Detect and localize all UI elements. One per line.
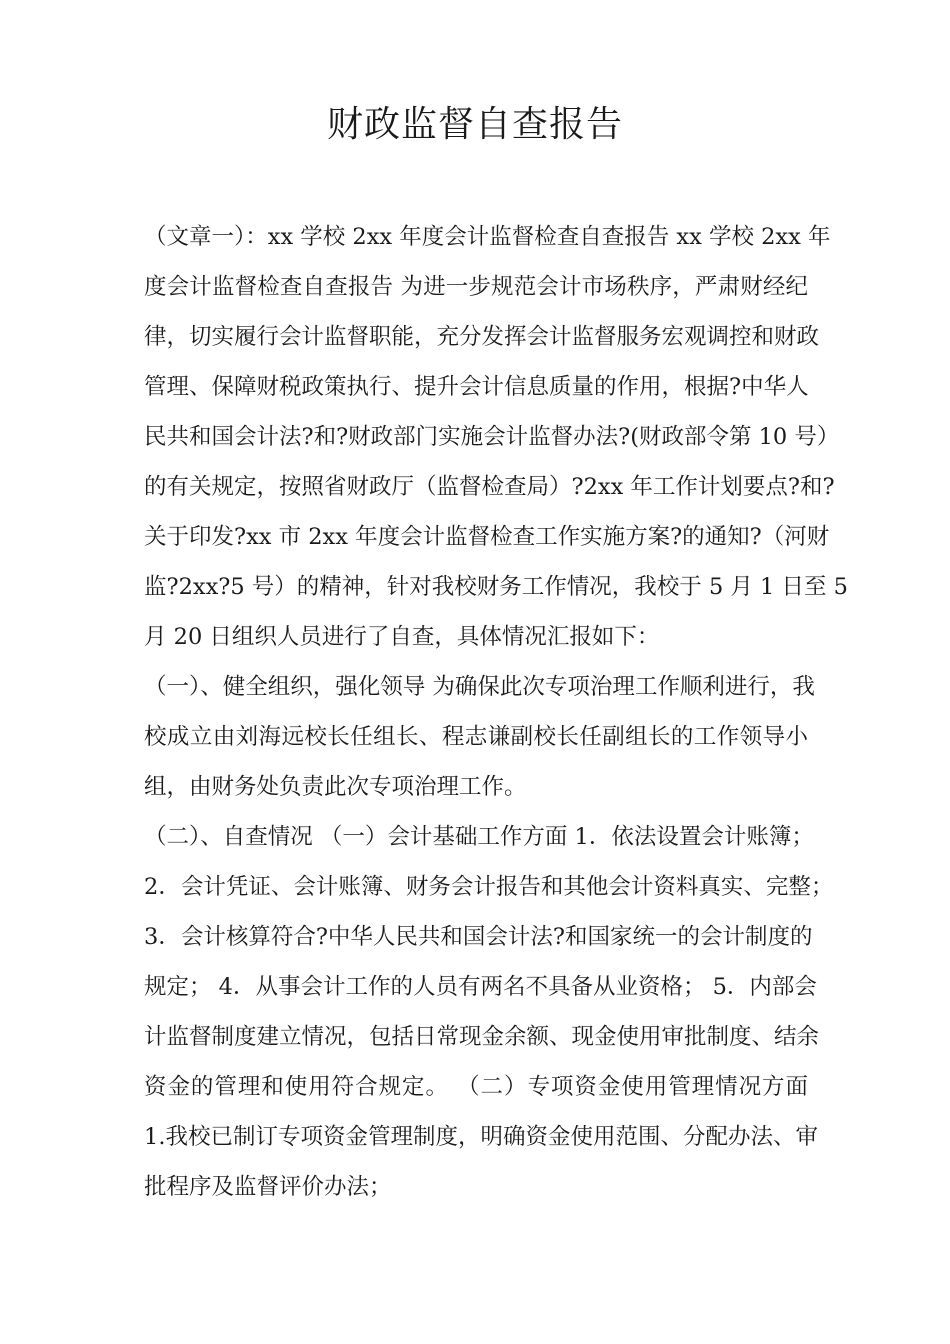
body-line: 的有关规定，按照省财政厅（监督检查局）?2xx 年工作计划要点?和? [144, 474, 835, 500]
section-2-line: 2．会计凭证、会计账簿、财务会计报告和其他会计资料真实、完整； [144, 874, 834, 900]
section-2-line: 资金的管理和使用符合规定。 （二）专项资金使用管理情况方面 [144, 1074, 808, 1100]
section-2-line: （二）、自查情况 （一）会计基础工作方面 1．依法设置会计账簿； [144, 824, 814, 850]
section-1-line: （一）、健全组织，强化领导 为确保此次专项治理工作顺利进行，我 [144, 674, 815, 700]
section-1-line: 校成立由刘海远校长任组长、程志谦副校长任副组长的工作领导小 [144, 724, 808, 750]
section-1-line: 组，由财务处负责此次专项治理工作。 [144, 774, 527, 800]
section-2-line: 规定； 4．从事会计工作的人员有两名不具备从业资格； 5．内部会 [144, 974, 817, 1000]
body-line: 度会计监督检查自查报告 为进一步规范会计市场秩序，严肃财经纪 [144, 274, 808, 300]
body-line: 关于印发?xx 市 2xx 年度会计监督检查工作实施方案?的通知?（河财 [144, 524, 830, 550]
body-line: 月 20 日组织人员进行了自查，具体情况汇报如下： [144, 624, 660, 650]
section-2-line: 1.我校已制订专项资金管理制度，明确资金使用范围、分配办法、审 [144, 1124, 818, 1150]
body-line: 管理、保障财税政策执行、提升会计信息质量的作用，根据?中华人 [144, 374, 809, 400]
body-line: 律，切实履行会计监督职能，充分发挥会计监督服务宏观调控和财政 [144, 324, 820, 350]
section-2-line: 3．会计核算符合?中华人民共和国会计法?和国家统一的会计制度的 [144, 924, 813, 950]
body-line: 监?2xx?5 号）的精神，针对我校财务工作情况，我校于 5 月 1 日至 5 [144, 574, 848, 600]
section-2-line: 计监督制度建立情况，包括日常现金余额、现金使用审批制度、结余 [144, 1024, 820, 1050]
body-line: （文章一）：xx 学校 2xx 年度会计监督检查自查报告 xx 学校 2xx 年 [144, 224, 831, 250]
body-line: 民共和国会计法?和?财政部门实施会计监督办法?(财政部令第 10 号） [144, 424, 840, 450]
section-2-line: 批程序及监督评价办法； [144, 1174, 392, 1200]
document-title: 财政监督自查报告 [326, 104, 623, 145]
